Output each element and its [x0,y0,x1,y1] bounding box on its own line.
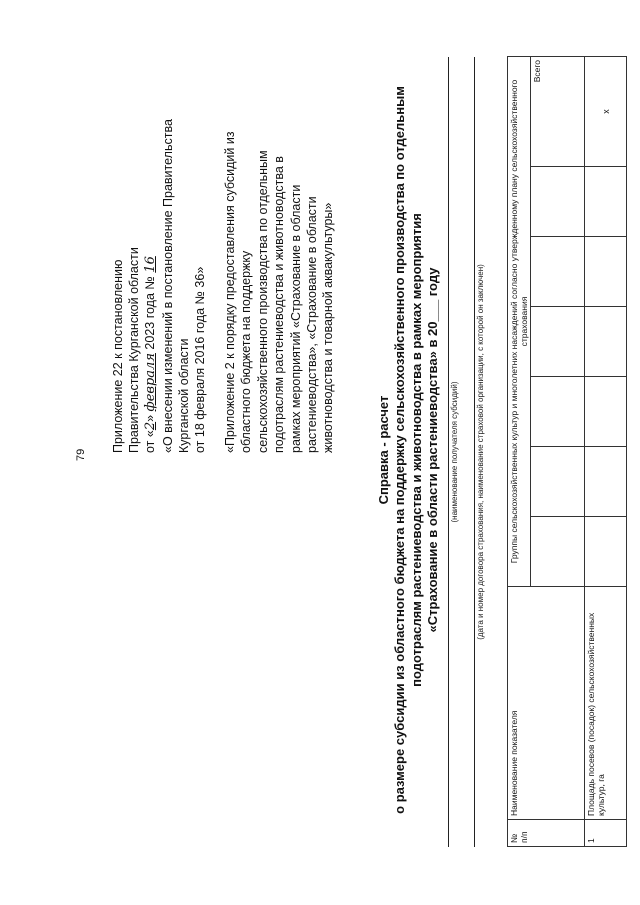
date-year-text: 2023 года № [143,276,158,350]
header-indicator-name: Наименование показателя [508,587,585,820]
appendix-2-header [222,131,337,453]
row1-value [585,447,627,517]
header-total: Всего [531,57,585,167]
row1-value [585,377,627,447]
appendix-22-line-5: Курганской области [176,338,191,453]
appendix-22-line-4: «О внесении изменений в постановление Правительства [160,119,175,453]
group-cell [531,447,585,517]
appendix-22-line-6: от 18 февраля 2016 года № 36» [193,266,208,453]
row1-value [585,517,627,587]
title-line-1: о размере субсидии из областного бюджета на поддержку сельскохозяйственного производства по отдельным [392,86,408,814]
appendix-2-line-5: рамках мероприятий «Страхование в области [288,184,303,453]
group-cell [531,307,585,377]
document-title [376,35,441,865]
appendix-2-line-1: «Приложение 2 к порядку предоставления субсидий из [223,131,237,453]
title-line-2: подотраслям растениеводства и животноводства в рамках мероприятия [408,213,424,687]
group-cell [531,237,585,307]
appendix-2-line-2: областного бюджета на поддержку [239,250,254,453]
appendix-2-line-3: сельскохозяйственного производства по отдельным [255,150,270,453]
row1-value [585,237,627,307]
recipient-caption: (наименование получателя субсидий) [450,381,459,523]
contract-line [474,57,475,847]
appendix-22-line-1: Приложение 22 к постановлению [111,259,125,453]
contract-caption: (дата и номер договора страхования, наименование страховой организации, с которой он заключен) [476,264,485,640]
appendix-22-line-2: Правительства Курганской области [127,247,142,453]
row1-value [585,167,627,237]
group-cell [531,167,585,237]
title-line-3: «Страхование в области растениеводства» в 20___ году [424,267,440,633]
row1-indicator: Площадь посевов (посадок) сельскохозяйственных культур, га [585,587,627,820]
appendix-2-line-4: подотраслям растениеводства и животноводства в [272,156,287,453]
page-number: 79 [75,448,87,461]
header-crop-groups: Группы сельскохозяйственных культур и многолетних насаждений согласно утвержденному плану сельскохозяйственного страхования [508,57,531,587]
row1-num: 1 [585,820,627,847]
title-heading: Справка - расчет [376,395,391,505]
recipient-line [448,57,449,847]
row1-value [585,307,627,377]
date-prefix: от « [143,430,158,453]
header-num: № п/п [508,820,585,847]
handwritten-day: 2 [143,421,159,431]
appendix-2-line-7: животноводства и товарной аквакультуры» [321,202,336,453]
group-cell [531,377,585,447]
group-cell [531,517,585,587]
appendix-22-date-line: от «2» февраля 2023 года № 16 [143,256,159,453]
calculation-table [507,56,627,847]
handwritten-month: февраля [143,353,159,412]
appendix-22-header [110,119,208,453]
handwritten-number: 16 [143,256,159,273]
row1-total: x [585,57,627,167]
appendix-2-line-6: растениеводства», «Страхование в области [305,196,320,453]
